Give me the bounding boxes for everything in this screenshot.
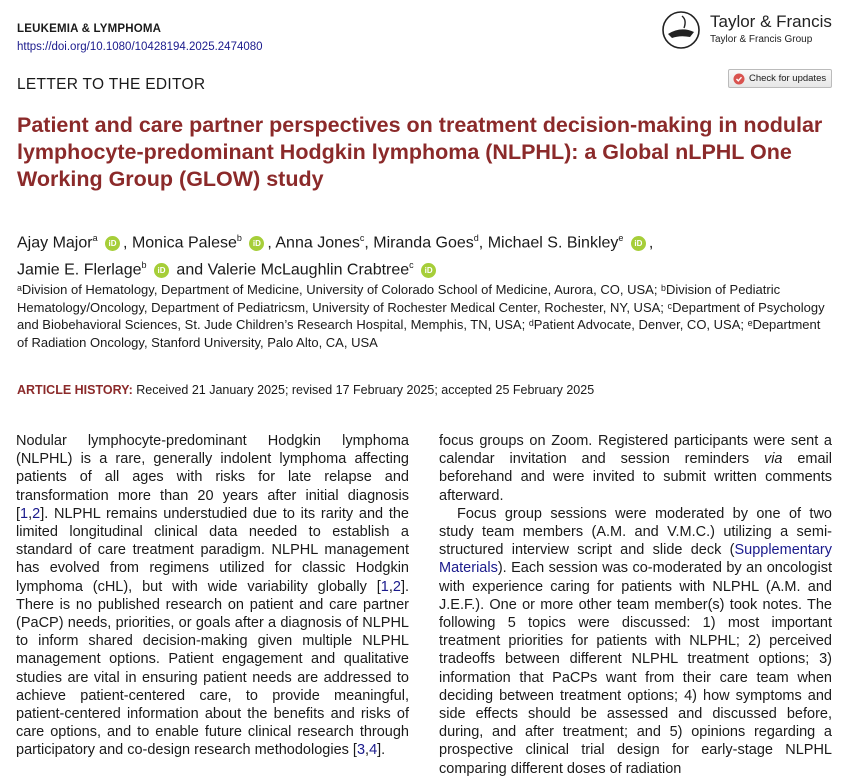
paragraph: Nodular lymphocyte-predominant Hodgkin lymphoma (NLPHL) is a rare, generally indolent lymphoma affecting patients of all ages with risks for late relapse and transformation more than 20 years after initial diagnosis [1,2]. NLPHL remains understudied due to its rarity and the limited longitudinal clinical data needed to establish a standard of care treatment paradigm. NLPHL management has evolved from regimens utilized for classic Hodgkin lymphoma (cHL), but with wide variability globally [1,2]. There is no published research on patient and care partner (PaCP) needs, priorities, or goals after a diagnosis of NLPHL to inform shared decision-making given multiple NLPHL management options. Patient engagement and qualitative studies are vital in ensuring patient needs are addressed to achieve patient-centered care, to provide meaningful, patient-centered information about the benefits and risks of care options, and to enable future clinical research through participatory and co-design research methodologies [3,4]. (16, 433, 409, 759)
doi-link[interactable]: https://doi.org/10.1080/10428194.2025.2474080 (17, 41, 263, 53)
orcid-icon[interactable]: iD (421, 263, 436, 278)
author-name: Monica Palese (131, 234, 237, 252)
author-name: Michael S. Binkley (487, 234, 619, 252)
check-for-updates-button[interactable] (728, 69, 832, 88)
check-updates-label: Check for updates (749, 73, 827, 84)
article-history (17, 383, 594, 397)
author-list: Ajay Major$^a$ iD , Monica Palese$^b$ iD , Anna Jones$^c$, Miranda Goes$^d$, Michael S. Binkley$^e$ iD , Jamie E. Flerlage$^b$ iD and Valerie McLaughlin Crabtree$^c$ iD (17, 233, 654, 279)
orcid-icon[interactable]: iD (154, 263, 169, 278)
history-label: ARTICLE HISTORY: (17, 383, 133, 397)
affiliations: ᵃDivision of Hematology, Department of Medicine, University of Colorado School of Medicine, Aurora, CO, USA; ᵇDivision of Pediatric Hematology/Oncology, Department of Pediatricsm, University of Rochester Medical Center, Rochester, NY, USA; ᶜDepartment of Psychology and Biobehavioral Sciences, St. Jude Children’s Research Hospital, Memphis, TN, USA; ᵈPatient Advocate, Denver, CO, USA; ᵉDepartment of Radiation Oncology, Stanford University, Palo Alto, CA, USA (17, 282, 825, 350)
publisher-lamp-icon (660, 10, 702, 50)
check-updates-icon (733, 73, 745, 85)
journal-name: LEUKEMIA & LYMPHOMA (17, 23, 162, 35)
paragraph: Focus group sessions were moderated by one of two study team members (A.M. and V.M.C.) utilizing a semi-structured interview script and slide deck (Supplementary Materials). Each session was co-moderated by an oncologist with experience caring for patients with NLPHL (A.M. and J.E.F.). One or more other team member(s) took notes. The following 5 topics were discussed: 1) most important treatment priorities for patients with NLPHL; 2) perceived tradeoffs between different NLPHL treatment options; 3) information that PaCPs want from their care team when deciding between treatment options; 4) how symptoms and side effects should be assessed and discussed before, during, and after treatment; and 5) opinions regarding a prospective clinical trial design for early-stage NLPHL comparing different doses of radiation (439, 505, 832, 777)
body-column-left (16, 432, 409, 760)
body-column-right (439, 432, 832, 778)
publisher-logo[interactable] (660, 10, 835, 50)
author-name: Ajay Major (17, 234, 93, 252)
publisher-group: Taylor & Francis Group (710, 34, 813, 45)
orcid-icon[interactable]: iD (105, 236, 120, 251)
citation-link[interactable]: 3 (356, 742, 366, 759)
citation-link[interactable]: 1 (20, 505, 29, 522)
paragraph: focus groups on Zoom. Registered participants were sent a calendar invitation and session reminders via email beforehand and were invited to submit written comments afterward. (439, 433, 832, 504)
author-name: Anna Jones (275, 234, 360, 252)
orcid-icon[interactable]: iD (249, 236, 264, 251)
citation-link[interactable]: 2 (32, 505, 41, 522)
publisher-name: Taylor & Francis (710, 12, 832, 31)
author-name: Valerie McLaughlin Crabtree (207, 261, 410, 279)
citation-link[interactable]: 4 (369, 742, 378, 759)
author-name: Miranda Goes (373, 234, 474, 252)
citation-link[interactable]: 2 (392, 578, 401, 595)
supplementary-link[interactable]: Supplementary Materials (439, 542, 832, 577)
citation-link[interactable]: 1 (380, 578, 389, 595)
author-name: Jamie E. Flerlage (17, 261, 142, 279)
article-title: Patient and care partner perspectives on treatment decision-making in nodular lymphocyte-predominant Hodgkin lymphoma (NLPHL): a Global nLPHL One Working Group (GLOW) study (17, 113, 823, 191)
orcid-icon[interactable]: iD (631, 236, 646, 251)
history-dates: Received 21 January 2025; revised 17 February 2025; accepted 25 February 2025 (136, 383, 595, 397)
article-type: LETTER TO THE EDITOR (17, 76, 206, 93)
